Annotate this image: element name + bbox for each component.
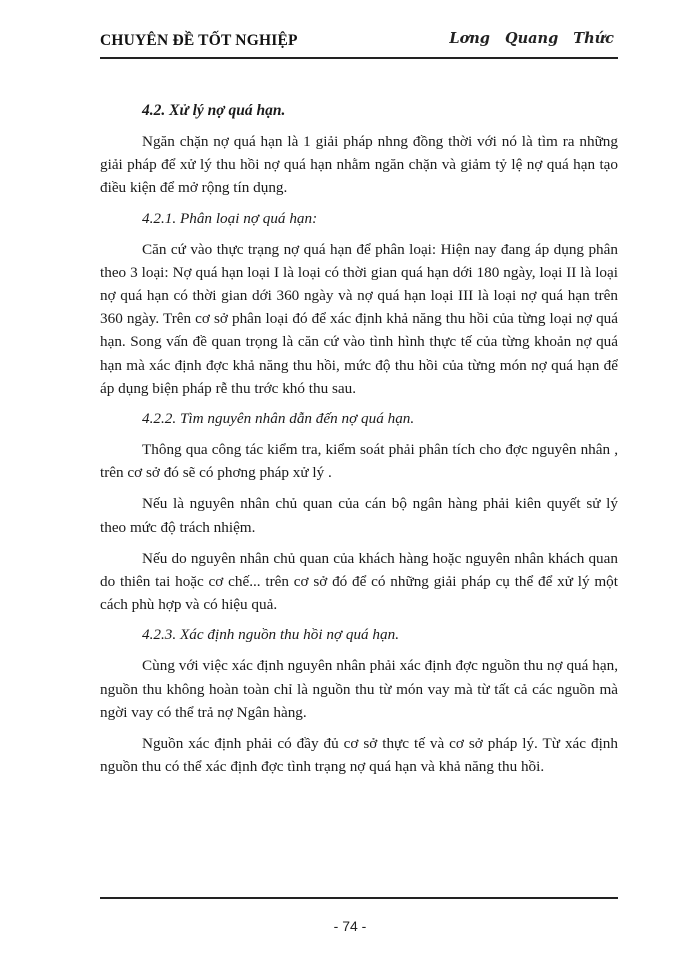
footer-rule (100, 897, 618, 899)
subsection-heading-4-2-3: 4.2.3. Xác định nguồn thu hồi nợ quá hạn. (142, 626, 400, 644)
paragraph: Nếu do nguyên nhân chủ quan của khách hàng hoặc nguyên nhân khách quan do thiên tai hoặc cơ chế... trên cơ sở đó để có những giải pháp cụ thể để xử lý một cách phù hợp và có hiệu quả. (100, 549, 618, 614)
page-content (100, 100, 618, 786)
header-rule (100, 57, 618, 59)
subsection-heading-4-2-1: 4.2.1. Phân loại nợ quá hạn: (142, 209, 318, 227)
subsection-heading-4-2-2: 4.2.2. Tìm nguyên nhân dẫn đến nợ quá hạn. (142, 410, 415, 428)
header-author: Lơng Quang Thức (449, 30, 614, 47)
section-heading: 4.2. Xử lý nợ quá hạn. (142, 102, 286, 119)
paragraph: Cùng với việc xác định nguyên nhân phải xác định đợc nguồn thu nợ quá hạn, nguồn thu không hoàn toàn chỉ là nguồn thu từ món vay mà từ tất cả các nguồn mà ngời vay có thể trả nợ Ngân hàng. (100, 657, 618, 721)
intro-paragraph: Ngăn chặn nợ quá hạn là 1 giải pháp nhng đồng thời với nó là tìm ra những giải pháp để xử lý thu hồi nợ quá hạn nhằm ngăn chặn và giảm tỷ lệ nợ quá hạn tạo điều kiện để mở rộng tín dụng. (100, 133, 618, 197)
paragraph: Nếu là nguyên nhân chủ quan của cán bộ ngân hàng phải kiên quyết sử lý theo mức độ trách nhiệm. (100, 495, 618, 536)
paragraph: Nguồn xác định phải có đầy đủ cơ sở thực tế và cơ sở pháp lý. Từ xác định nguồn thu có thể xác định đợc tình trạng nợ quá hạn và khả năng thu hồi. (100, 735, 618, 776)
paragraph: Thông qua công tác kiểm tra, kiểm soát phải phân tích cho đợc nguyên nhân , trên cơ sở đó sẽ có phơng pháp xử lý . (100, 441, 618, 482)
page-header (100, 30, 618, 56)
header-title: CHUYÊN ĐỀ TỐT NGHIỆP (100, 32, 298, 49)
paragraph: Căn cứ vào thực trạng nợ quá hạn để phân loại: Hiện nay đang áp dụng phân theo 3 loại: Nợ quá hạn loại I là loại có thời gian quá hạn dới 180 ngày, loại II là loại nợ quá hạn có thời gian dới 360 ngày và nợ quá hạn loại III là loại nợ quá hạn trên 360 ngày. Trên cơ sở phân loại đó để xác định khả năng thu hồi của từng loại nợ quá hạn. Song vấn đề quan trọng là căn cứ vào tình hình thực tế của từng khoản nợ quá hạn mà xác định đợc khả năng thu hồi, mức độ thu hồi của từng món nợ quá hạn để áp dụng biện pháp rễ thu trớc khó thu sau. (100, 240, 618, 397)
page-number: - 74 - (333, 918, 367, 934)
